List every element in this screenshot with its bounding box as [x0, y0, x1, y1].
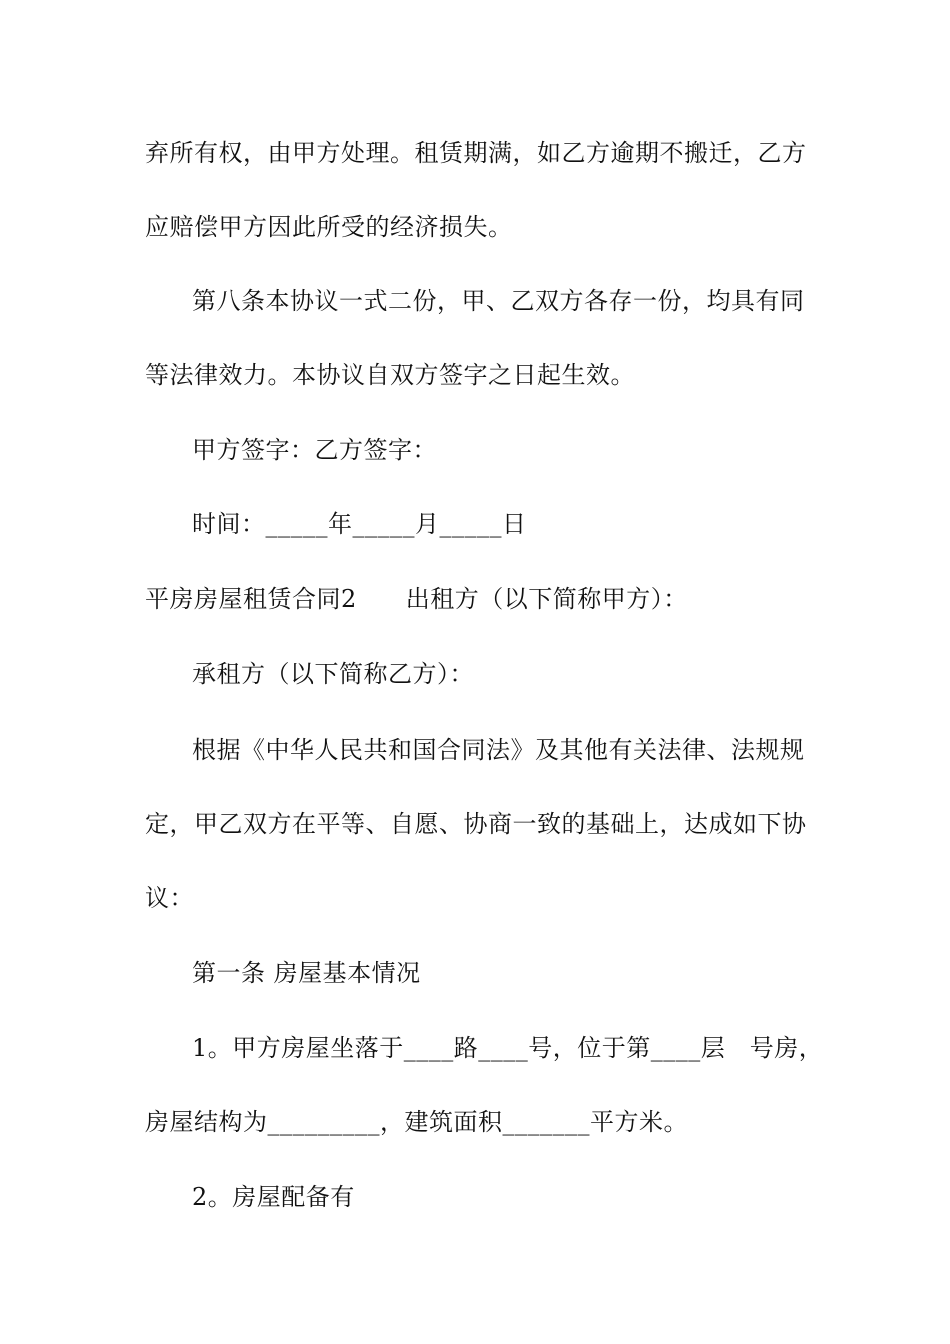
- date-line: 时间：_____年_____月_____日: [192, 510, 527, 538]
- signature-line: 甲方签字：乙方签字：: [192, 436, 437, 464]
- paragraph-line: 定，甲乙双方在平等、自愿、协商一致的基础上，达成如下协: [145, 810, 807, 838]
- paragraph-line: 应赔偿甲方因此所受的经济损失。: [145, 213, 513, 241]
- paragraph-line: 承租方（以下简称乙方）：: [192, 660, 474, 688]
- paragraph-line: 第八条本协议一式二份，甲、乙双方各存一份，均具有同: [192, 287, 805, 315]
- contract-title-line: 平房房屋租赁合同2 出租方（以下简称甲方）：: [145, 585, 688, 613]
- paragraph-line: 2。房屋配备有: [192, 1183, 355, 1211]
- section-heading: 第一条 房屋基本情况: [192, 959, 421, 987]
- paragraph-line: 房屋结构为_________，建筑面积_______平方米。: [145, 1108, 688, 1136]
- paragraph-line: 议：: [145, 884, 194, 912]
- paragraph-line: 弃所有权，由甲方处理。租赁期满，如乙方逾期不搬迁，乙方: [145, 139, 807, 167]
- paragraph-line: 1。甲方房屋坐落于____路____号，位于第____层 号房，: [192, 1034, 824, 1062]
- paragraph-line: 等法律效力。本协议自双方签字之日起生效。: [145, 361, 635, 389]
- paragraph-line: 根据《中华人民共和国合同法》及其他有关法律、法规规: [192, 736, 805, 764]
